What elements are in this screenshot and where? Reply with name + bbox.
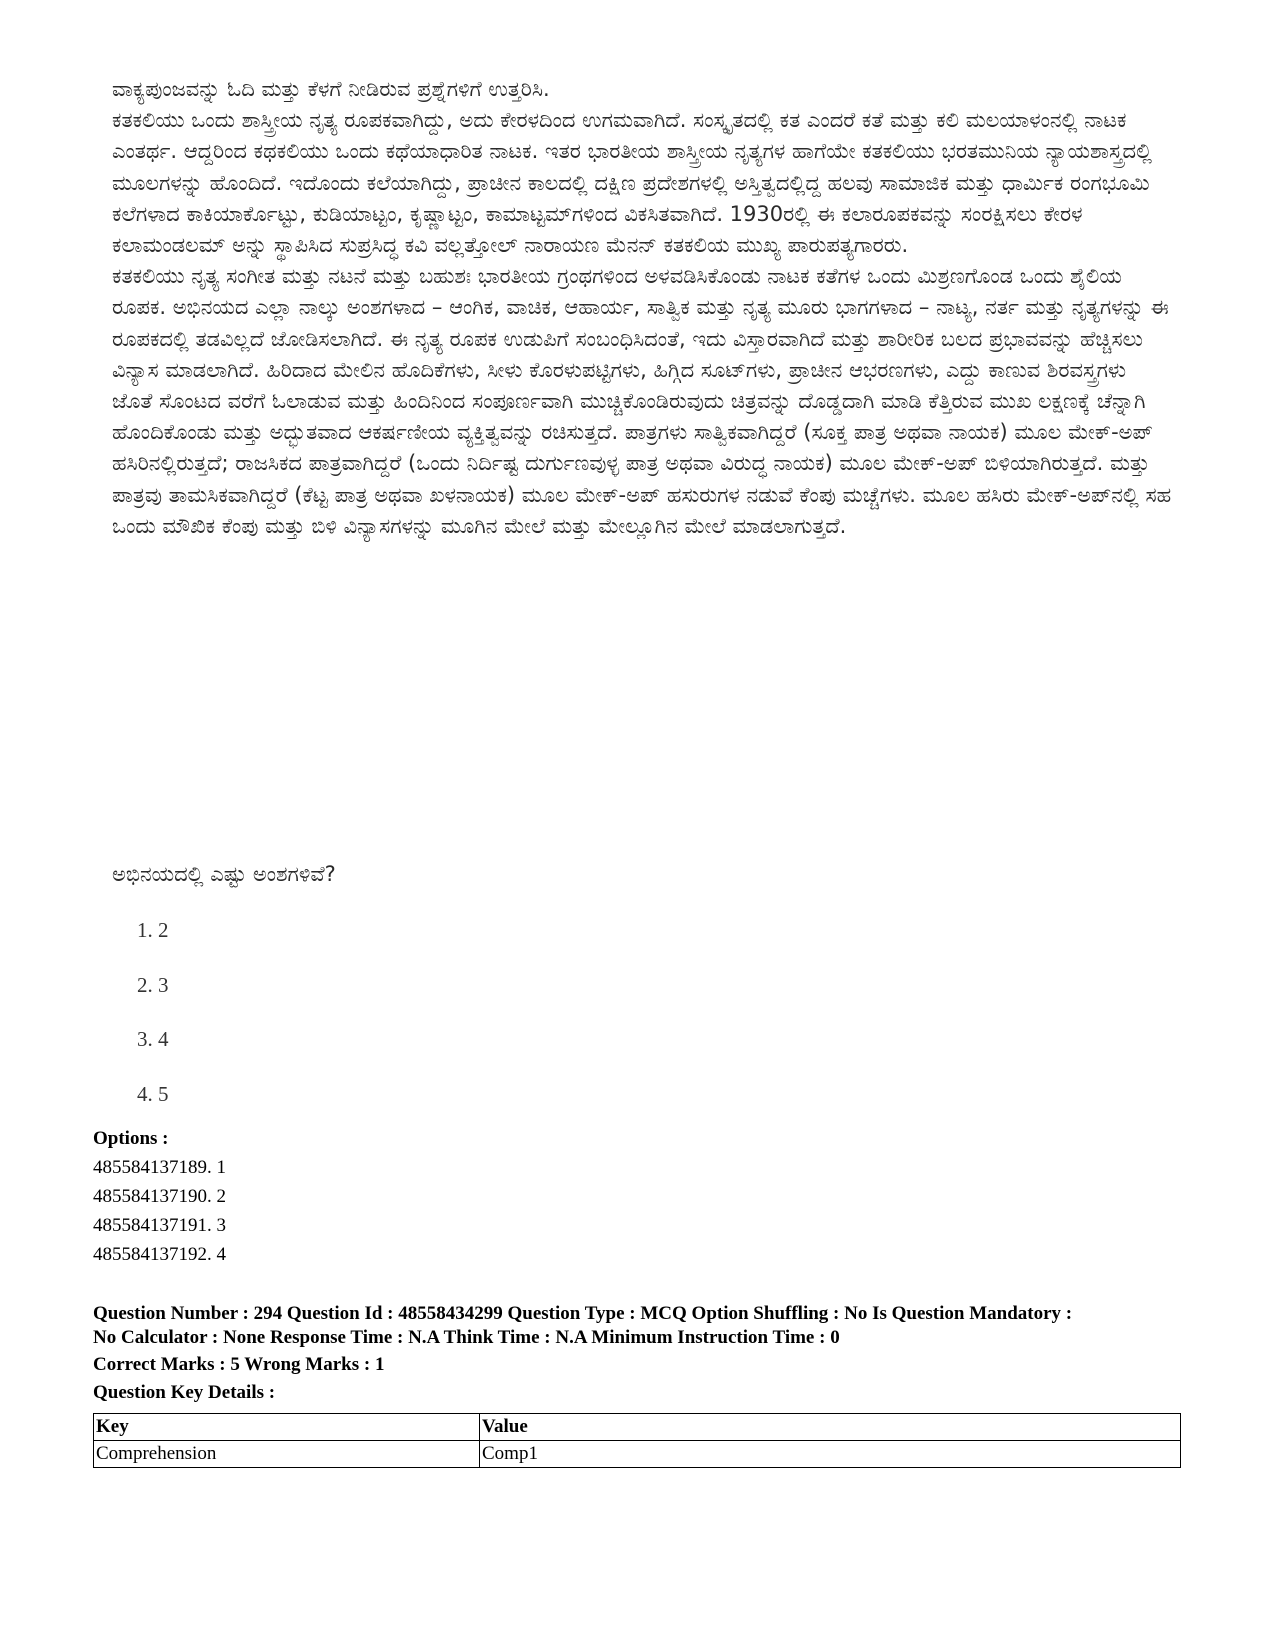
table-row (94, 1441, 1181, 1468)
table-header-value: Value (480, 1414, 1181, 1441)
passage-paragraph-2: ಕತಕಲಿಯು ನೃತ್ಯ ಸಂಗೀತ ಮತ್ತು ನಟನೆ ಮತ್ತು ಬಹುಶಃ ಭಾರತೀಯ ಗ್ರಂಥಗಳಿಂದ ಅಳವಡಿಸಿಕೊಂಡು ನಾಟಕ ಕತೆಗಳ ಒಂದು ಮಿಶ್ರಣಗೊಂಡ ಒಂದು ಶೈಲಿಯ ರೂಪಕ. ಅಭಿನಯದ ಎಲ್ಲಾ ನಾಲ್ಕು ಅಂಶಗಳಾದ – ಆಂಗಿಕ, ವಾಚಿಕ, ಆಹಾರ್ಯ, ಸಾತ್ವಿಕ ಮತ್ತು ನೃತ್ಯ ಮೂರು ಭಾಗಗಳಾದ – ನಾಟ್ಯ, ನರ್ತ ಮತ್ತು ನೃತ್ಯಗಳನ್ನು ಈ ರೂಪಕದಲ್ಲಿ ತಡವಿಲ್ಲದೆ ಜೋಡಿಸಲಾಗಿದೆ. ಈ ನೃತ್ಯ ರೂಪಕ ಉಡುಪಿಗೆ ಸಂಬಂಧಿಸಿದಂತೆ, ಇದು ವಿಸ್ತಾರವಾಗಿದೆ ಮತ್ತು ಶಾರೀರಿಕ ಬಲದ ಪ್ರಭಾವವನ್ನು ಹೆಚ್ಚಿಸಲು ವಿನ್ಯಾಸ ಮಾಡಲಾಗಿದೆ. ಹಿರಿದಾದ ಮೇಲಿನ ಹೊದಿಕೆಗಳು, ಸೀಳು ಕೊರಳುಪಟ್ಟಿಗಳು, ಹಿಗ್ಗಿದ ಸೂಟ್‌ಗಳು, ಪ್ರಾಚೀನ ಆಭರಣಗಳು, ಎದ್ದು ಕಾಣುವ ಶಿರವಸ್ತ್ರಗಳು ಜೊತೆ ಸೊಂಟದ ವರೆಗೆ ಓಲಾಡುವ ಮತ್ತು ಹಿಂದಿನಿಂದ ಸಂಪೂರ್ಣವಾಗಿ ಮುಚ್ಚಿಕೊಂಡಿರುವುದು ಚಿತ್ರವನ್ನು ದೊಡ್ಡದಾಗಿ ಮಾಡಿ ಕೆತ್ತಿರುವ ಮುಖ ಲಕ್ಷಣಕ್ಕೆ ಚೆನ್ನಾಗಿ ಹೊಂದಿಕೊಂಡು ಮತ್ತು ಅದ್ಭುತವಾದ ಆಕರ್ಷಣೀಯ ವ್ಯಕ್ತಿತ್ವವನ್ನು ರಚಿಸುತ್ತದೆ. ಪಾತ್ರಗಳು ಸಾತ್ವಿಕವಾಗಿದ್ದರೆ (ಸೂಕ್ತ ಪಾತ್ರ ಅಥವಾ ನಾಯಕ) ಮೂಲ ಮೇಕ್-ಅಪ್ ಹಸಿರಿನಲ್ಲಿರುತ್ತದೆ; ರಾಜಸಿಕದ ಪಾತ್ರವಾಗಿದ್ದರೆ (ಒಂದು ನಿರ್ದಿಷ್ಟ ದುರ್ಗುಣವುಳ್ಳ ಪಾತ್ರ ಅಥವಾ ವಿರುದ್ಧ ನಾಯಕ) ಮೂಲ ಮೇಕ್-ಅಪ್ ಬಿಳಿಯಾಗಿರುತ್ತದೆ. ಮತ್ತು ಪಾತ್ರವು ತಾಮಸಿಕವಾಗಿದ್ದರೆ (ಕೆಟ್ಟ ಪಾತ್ರ ಅಥವಾ ಖಳನಾಯಕ) ಮೂಲ ಮೇಕ್-ಅಪ್ ಹಸುರುಗಳ ನಡುವೆ ಕೆಂಪು ಮಚ್ಚೆಗಳು. ಮೂಲ ಹಸಿರು ಮೇಕ್-ಅಪ್‌ನಲ್ಲಿ ಸಹ ಒಂದು ಮೌಖಿಕ ಕೆಂಪು ಮತ್ತು ಬಿಳಿ ವಿನ್ಯಾಸಗಳನ್ನು ಮೂಗಿನ ಮೇಲೆ ಮತ್ತು ಮೇಲ್ಲೂಗಿನ ಮೇಲೆ ಮಾಡಲಾಗುತ್ತದೆ. (112, 264, 1172, 538)
choice-item: 3. 4 (137, 1027, 169, 1052)
table-cell-key: Comprehension (94, 1441, 480, 1468)
question-info-line-2: No Calculator : None Response Time : N.A Think Time : N.A Minimum Instruction Time : 0 (93, 1326, 840, 1348)
choice-item: 2. 3 (137, 972, 169, 997)
question-info (93, 1302, 1193, 1349)
option-row: 485584137192. 4 (93, 1244, 226, 1265)
passage (112, 74, 1172, 542)
question-text: ಅಭಿನಯದಲ್ಲಿ ಎಷ್ಟು ಅಂಶಗಳಿವೆ? (112, 862, 336, 886)
options-label: Options : (93, 1128, 169, 1149)
key-details-label: Question Key Details : (93, 1382, 276, 1403)
question-info-line-1: Question Number : 294 Question Id : 48558434299 Question Type : MCQ Option Shuffling : No Is Question Mandatory : (93, 1303, 1073, 1324)
table-header-key: Key (94, 1414, 480, 1441)
passage-paragraph-1: ಕತಕಲಿಯು ಒಂದು ಶಾಸ್ತ್ರೀಯ ನೃತ್ಯ ರೂಪಕವಾಗಿದ್ದು, ಅದು ಕೇರಳದಿಂದ ಉಗಮವಾಗಿದೆ. ಸಂಸ್ಕೃತದಲ್ಲಿ ಕತ ಎಂದರೆ ಕತೆ ಮತ್ತು ಕಲಿ ಮಲಯಾಳಂನಲ್ಲಿ ನಾಟಕ ಎಂತರ್ಥ. ಆದ್ದರಿಂದ ಕಥಕಲಿಯು ಒಂದು ಕಥೆಯಾಧಾರಿತ ನಾಟಕ. ಇತರ ಭಾರತೀಯ ಶಾಸ್ತ್ರೀಯ ನೃತ್ಯಗಳ ಹಾಗೆಯೇ ಕತಕಲಿಯು ಭರತಮುನಿಯ ನ್ಯಾಯಶಾಸ್ತ್ರದಲ್ಲಿ ಮೂಲಗಳನ್ನು ಹೊಂದಿದೆ. ಇದೊಂದು ಕಲೆಯಾಗಿದ್ದು, ಪ್ರಾಚೀನ ಕಾಲದಲ್ಲಿ ದಕ್ಷಿಣ ಪ್ರದೇಶಗಳಲ್ಲಿ ಅಸ್ತಿತ್ವದಲ್ಲಿದ್ದ ಹಲವು ಸಾಮಾಜಿಕ ಮತ್ತು ಧಾರ್ಮಿಕ ರಂಗಭೂಮಿ ಕಲೆಗಳಾದ ಕಾಕಿಯಾರ್ಕೊಟ್ಟು, ಕುಡಿಯಾಟ್ಟಂ, ಕೃಷ್ಣಾಟ್ಟಂ, ಕಾಮಾಟ್ಟಮ್‌ಗಳಿಂದ ವಿಕಸಿತವಾಗಿದೆ. 1930ರಲ್ಲಿ ಈ ಕಲಾರೂಪಕವನ್ನು ಸಂರಕ್ಷಿಸಲು ಕೇರಳ ಕಲಾಮಂಡಲಮ್ ಅನ್ನು ಸ್ಥಾಪಿಸಿದ ಸುಪ್ರಸಿದ್ಧ ಕವಿ ವಲ್ಲತ್ತೋಲ್ ನಾರಾಯಣ ಮೆನನ್ ಕತಕಲಿಯ ಮುಖ್ಯ ಪಾರುಪತ್ಯಗಾರರು. (112, 108, 1152, 258)
table-header-row (94, 1414, 1181, 1441)
option-row: 485584137190. 2 (93, 1186, 226, 1207)
choice-item: 4. 5 (137, 1081, 169, 1106)
table-cell-value: Comp1 (480, 1441, 1181, 1468)
marks-info: Correct Marks : 5 Wrong Marks : 1 (93, 1354, 385, 1375)
choice-item: 1. 2 (137, 918, 169, 942)
option-row: 485584137189. 1 (93, 1157, 226, 1178)
options-section (93, 1125, 1193, 1269)
key-details-table (93, 1413, 1181, 1468)
answer-choices (137, 918, 169, 1136)
option-row: 485584137191. 3 (93, 1215, 226, 1236)
passage-intro: ವಾಕ್ಯಪುಂಜವನ್ನು ಓದಿ ಮತ್ತು ಕೆಳಗೆ ನೀಡಿರುವ ಪ್ರಶ್ನೆಗಳಿಗೆ ಉತ್ತರಿಸಿ. (112, 77, 550, 101)
